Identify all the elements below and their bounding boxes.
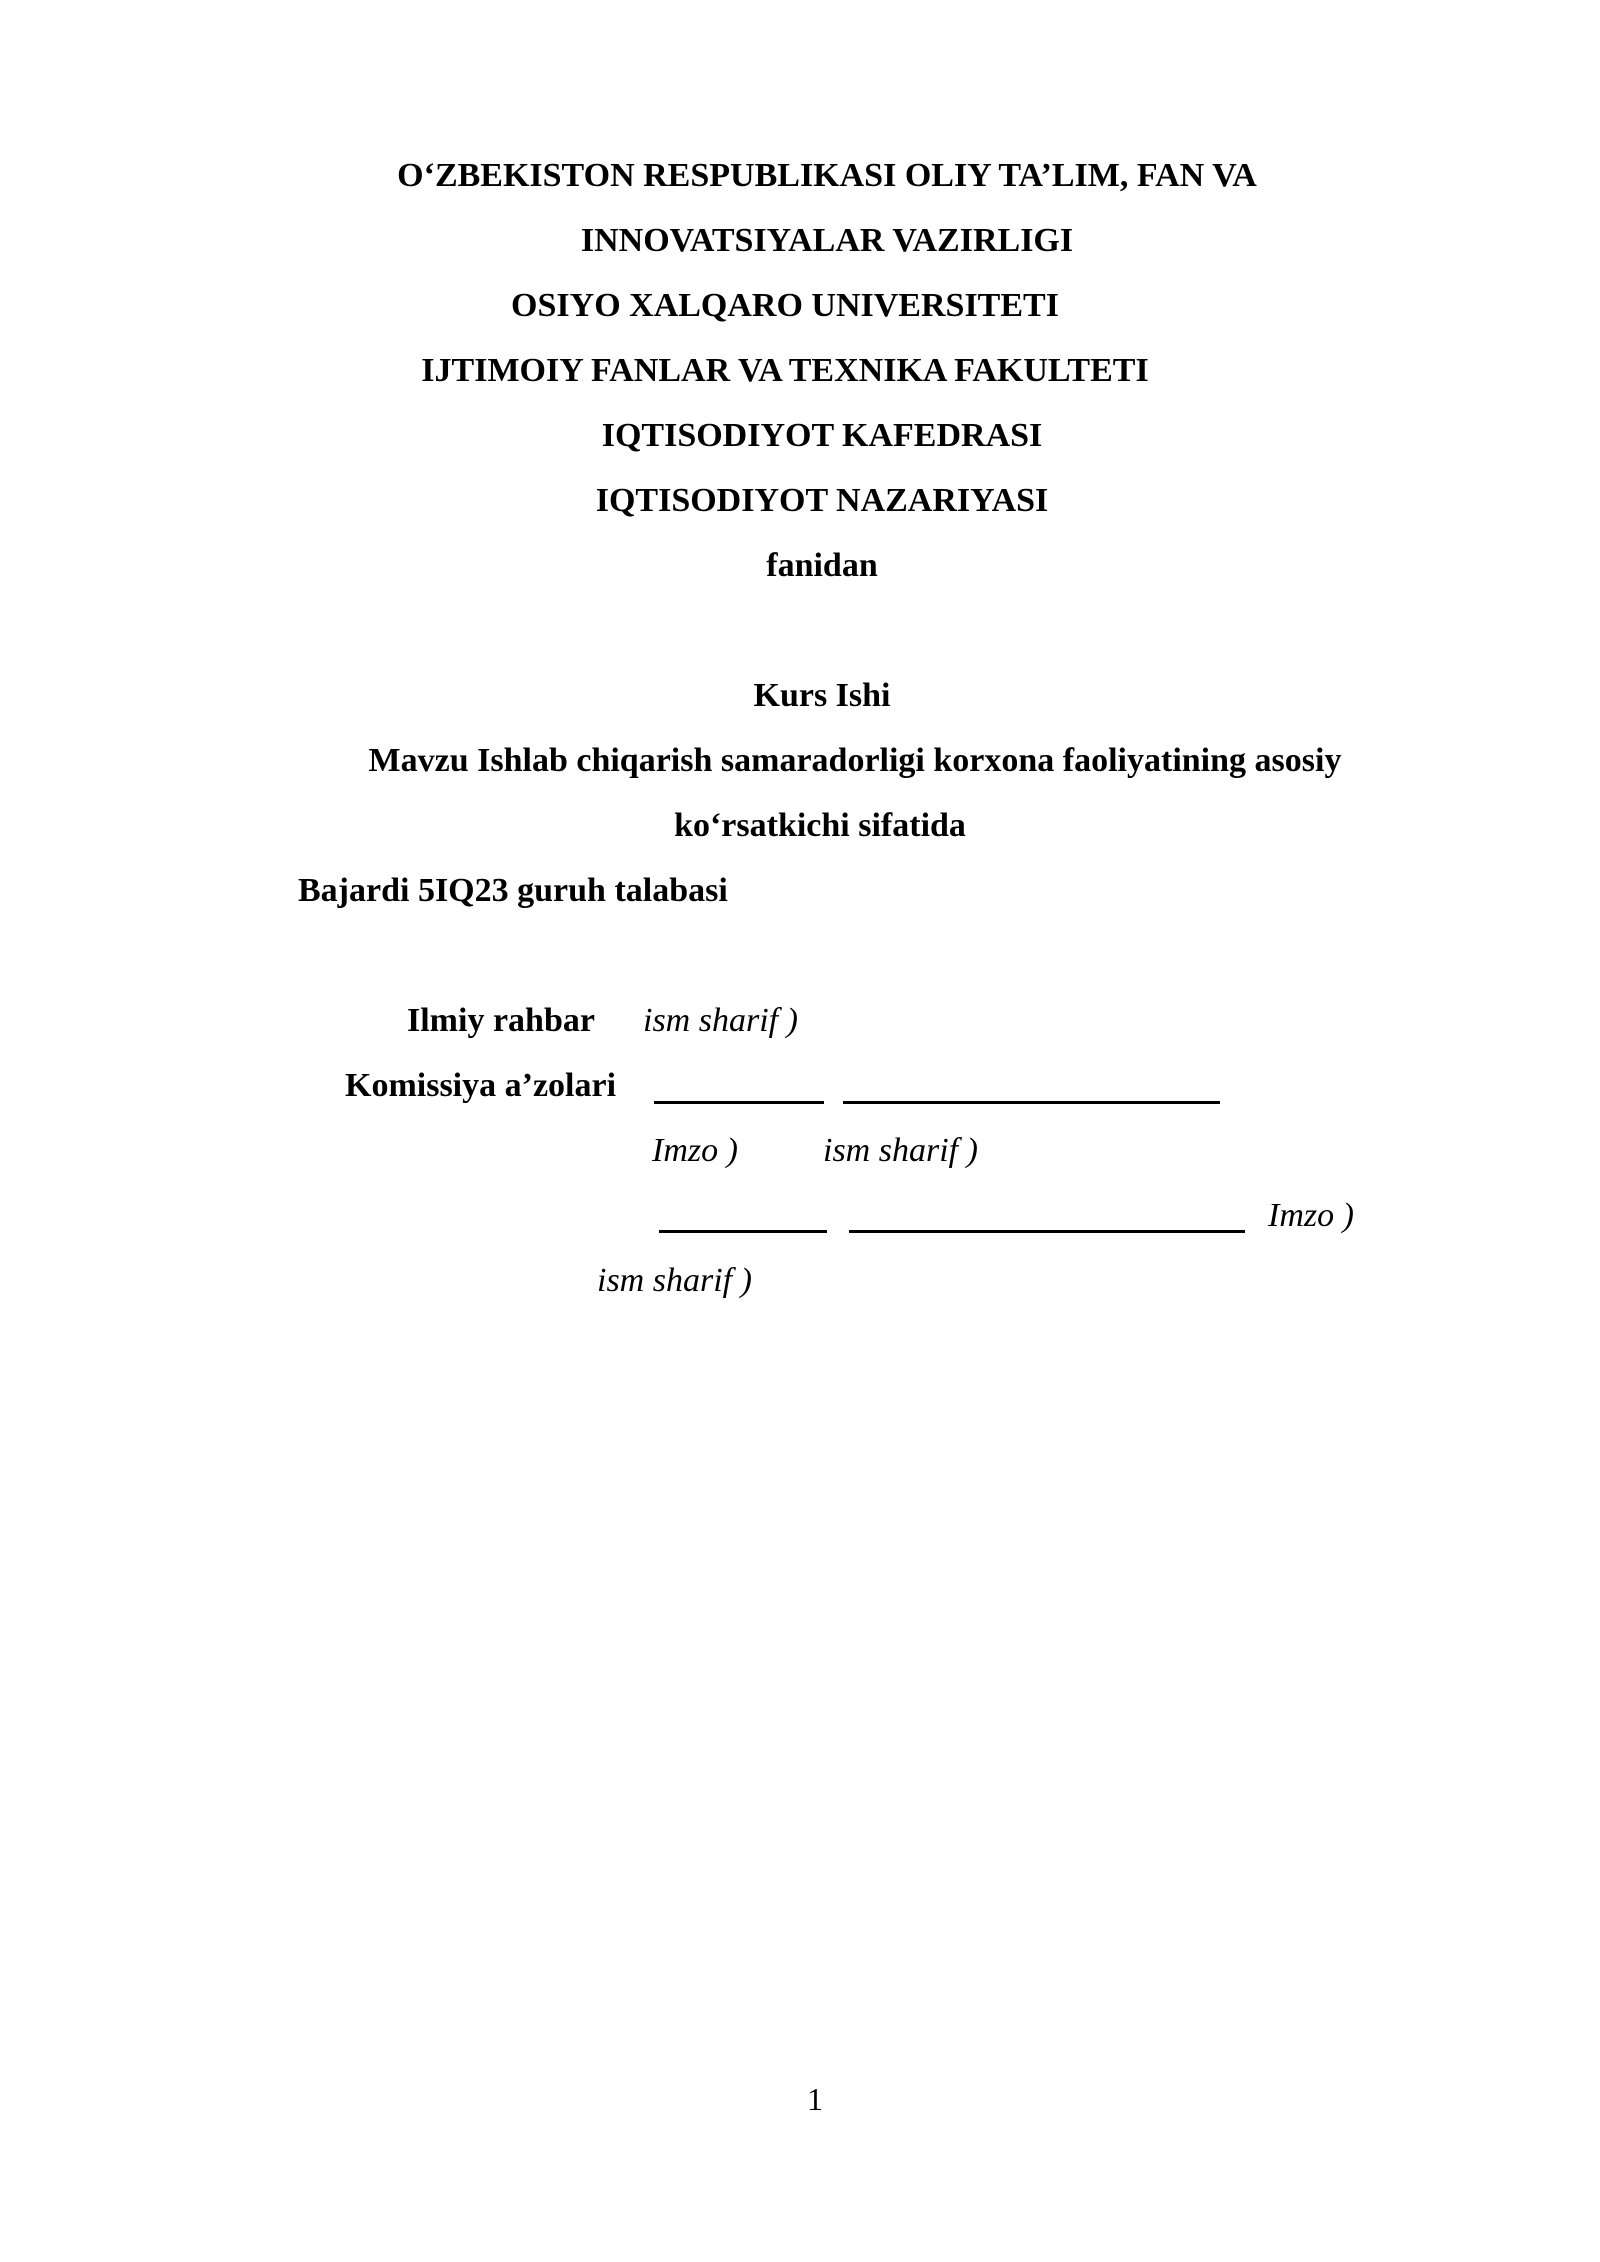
supervisor-label: Ilmiy rahbar xyxy=(407,1002,595,1039)
supervisor-name-placeholder: ism sharif ) xyxy=(643,1002,798,1039)
name-hint-2: ism sharif ) xyxy=(597,1262,752,1299)
subject-suffix: fanidan xyxy=(766,547,878,584)
faculty-name: IJTIMOIY FANLAR VA TEXNIKA FAKULTETI xyxy=(421,352,1149,389)
performed-by: Bajardi 5IQ23 guruh talabasi xyxy=(298,872,728,909)
name-hint-1: ism sharif ) xyxy=(823,1132,978,1169)
commission-name-line-2 xyxy=(849,1230,1245,1233)
commission-name-line-1 xyxy=(843,1101,1220,1104)
ministry-line-2: INNOVATSIYALAR VAZIRLIGI xyxy=(580,222,1074,259)
signature-hint-2: Imzo ) xyxy=(1268,1197,1354,1234)
topic-line-1: Mavzu Ishlab chiqarish samaradorligi korxona faoliyatining asosiy xyxy=(368,742,1342,779)
university-name: OSIYO XALQARO UNIVERSITETI xyxy=(511,287,1059,324)
subject-name: IQTISODIYOT NAZARIYASI xyxy=(595,482,1049,519)
commission-label: Komissiya a’zolari xyxy=(345,1067,617,1104)
work-type: Kurs Ishi xyxy=(753,677,891,714)
commission-signature-line-1 xyxy=(654,1101,824,1104)
commission-signature-line-2 xyxy=(659,1230,827,1233)
department-name: IQTISODIYOT KAFEDRASI xyxy=(601,417,1043,454)
signature-hint-1: Imzo ) xyxy=(652,1132,738,1169)
ministry-line-1: O‘ZBEKISTON RESPUBLIKASI OLIY TA’LIM, FAN VA xyxy=(397,157,1257,194)
page-number: 1 xyxy=(807,2081,823,2117)
topic-line-2: ko‘rsatkichi sifatida xyxy=(674,807,966,844)
